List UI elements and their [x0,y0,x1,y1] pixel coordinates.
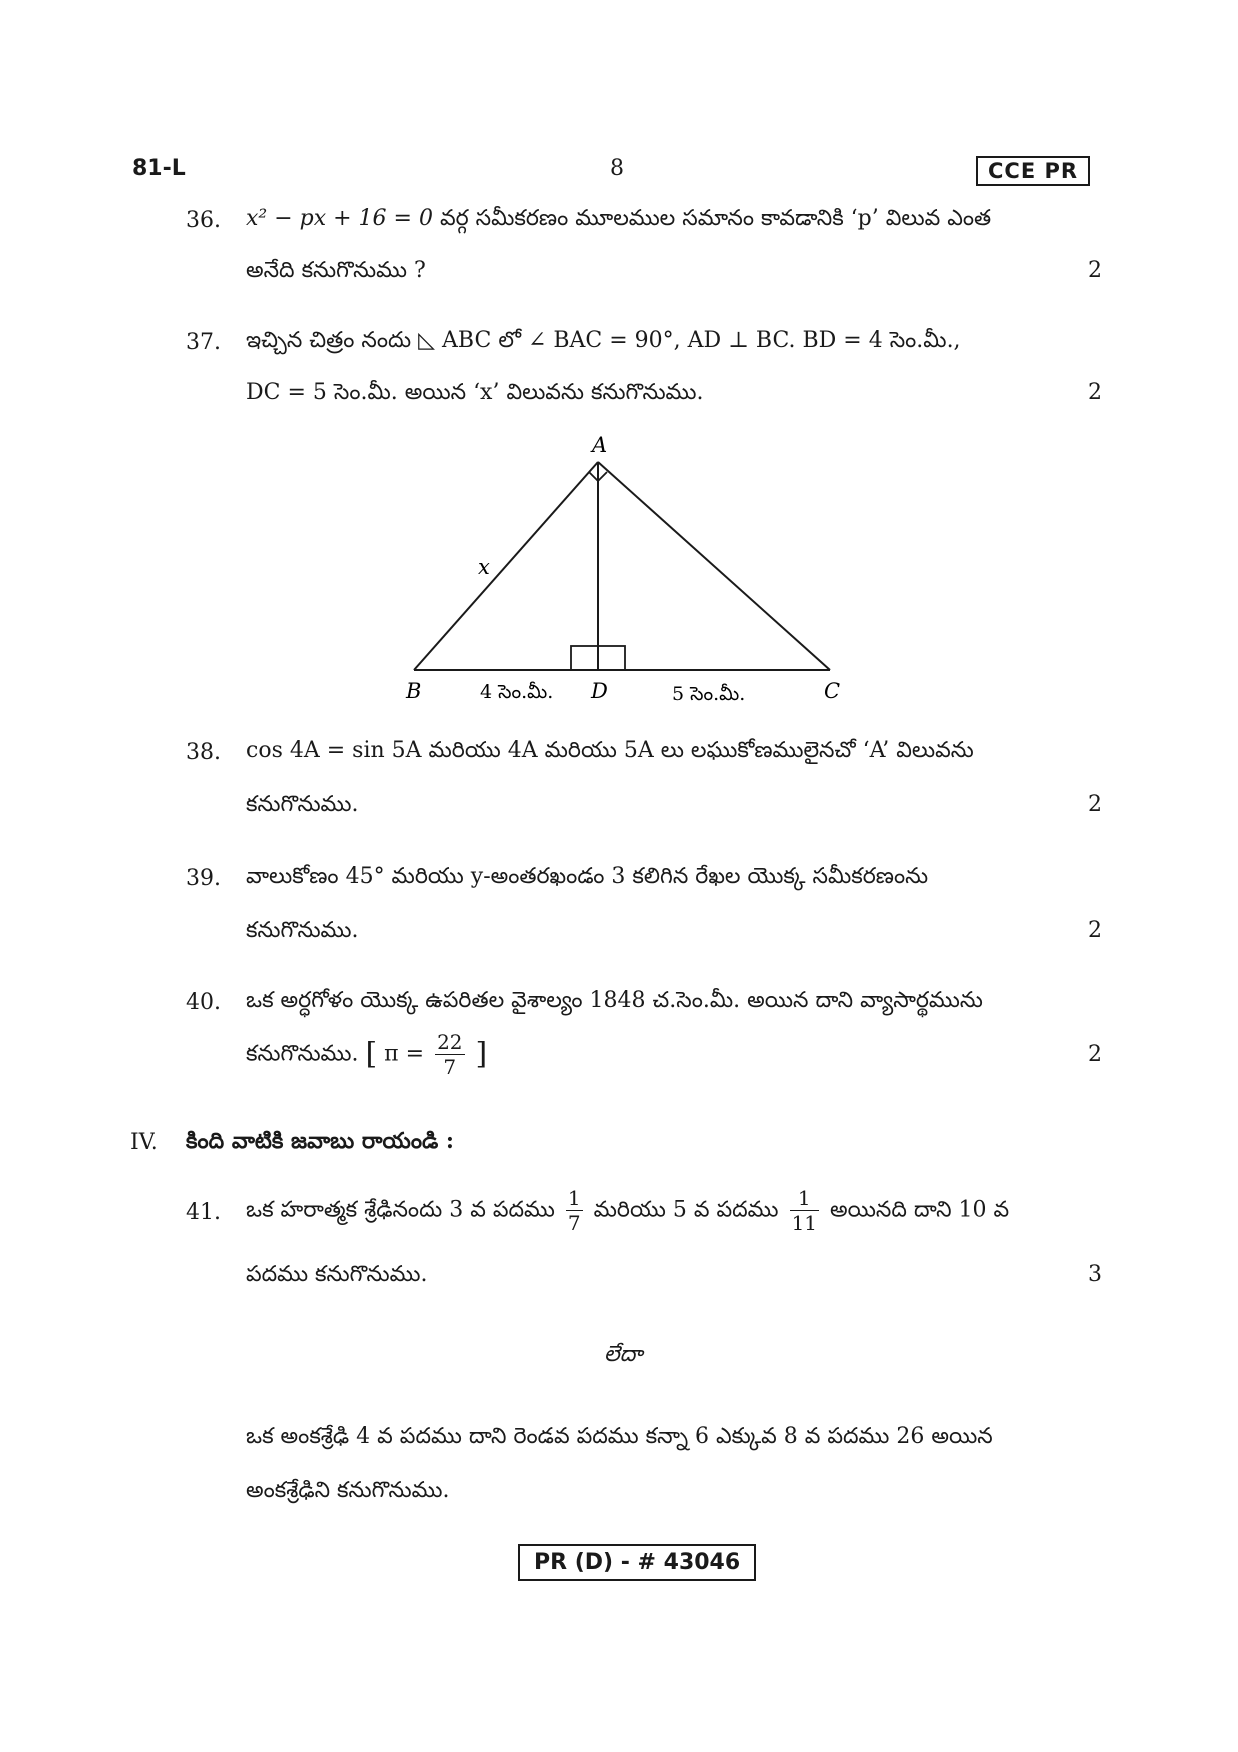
q40-text-line1: ఒక అర్ధగోళం యొక్క ఉపరితల వైశాల్యం 1848 చ.సెం.మీ. అయిన దాని వ్యాసార్థమును [246,988,983,1013]
pi-fraction [435,1030,464,1079]
q40-text-line2 [246,1030,487,1079]
q40-marks: 2 [1088,1042,1102,1067]
q36-marks: 2 [1088,258,1102,283]
q36-text: వర్గ సమీకరణం మూలముల సమానం కావడానికి ‘p’ విలువ ఎంత [439,206,992,231]
pi-label: π = [384,1041,425,1067]
q41-part2: మరియు 5 వ పదము [593,1197,779,1223]
q38-number: 38. [186,740,221,765]
q41-fraction-1 [566,1186,583,1235]
side-ac [598,462,830,670]
q41-text-line2: పదము కనుగొనుము. [246,1262,428,1287]
vertex-b-label: B [406,679,422,703]
q41-marks: 3 [1088,1262,1102,1287]
paper-code: 81-L [132,156,186,181]
q41-f2-numerator: 1 [790,1186,819,1211]
page-number: 8 [610,156,624,181]
q36-number: 36. [186,208,221,233]
dc-length-label: 5 సెం.మీ. [672,683,746,705]
triangle-figure [380,428,860,714]
q41-fraction-2 [790,1186,819,1235]
q41-f1-numerator: 1 [567,1186,581,1210]
footer-code-box: PR (D) - # 43046 [518,1544,756,1581]
q37-marks: 2 [1088,380,1102,405]
q40-number: 40. [186,990,221,1015]
q37-number: 37. [186,330,221,355]
vertex-a-label: A [592,433,608,457]
q36-equation: x² − px + 16 = 0 [246,206,433,231]
q41-part1: ఒక హరాత్మక శ్రేఢినందు 3 వ పదము [246,1197,555,1223]
bracket-open: [ [365,1036,378,1072]
series-box: CCE PR [976,156,1090,186]
alt-text-line2: అంకశ్రేఢిని కనుగొనుము. [246,1478,450,1503]
q39-text-line2: కనుగొనుము. [246,918,359,943]
q39-marks: 2 [1088,918,1102,943]
bd-length-label: 4 సెం.మీ. [480,681,554,703]
q36-text-line1 [246,206,991,232]
vertex-d-label: D [591,679,608,703]
pi-numerator: 22 [437,1030,463,1054]
side-ab [414,462,598,670]
q37-text-line2: DC = 5 సెం.మీ. అయిన ‘x’ విలువను కనుగొనుము. [246,380,704,405]
vertex-c-label: C [824,679,841,703]
side-x-label: x [478,555,490,579]
bracket-close: ] [475,1036,488,1072]
q36-text-line2: అనేది కనుగొనుము ? [246,258,426,283]
q38-text-line2: కనుగొనుము. [246,792,359,817]
q37-text-line1: ఇచ్చిన చిత్రం నందు ◺ ABC లో ∠ BAC = 90°, AD ⊥ BC. BD = 4 సెం.మీ., [246,328,961,353]
q38-text-line1: cos 4A = sin 5A మరియు 4A మరియు 5A లు లఘుకోణములైనచో ‘A’ విలువను [246,738,974,763]
alt-text-line1: ఒక అంకశ్రేఢి 4 వ పదము దాని రెండవ పదము కన్నా 6 ఎక్కువ 8 వ పదము 26 అయిన [246,1424,993,1449]
section-title: కింది వాటికి జవాబు రాయండి : [186,1128,455,1154]
q41-number: 41. [186,1200,221,1225]
q41-f2-denominator: 11 [791,1211,818,1235]
q41-text-line1 [246,1186,1009,1235]
q38-marks: 2 [1088,792,1102,817]
q39-number: 39. [186,866,221,891]
q39-text-line1: వాలుకోణం 45° మరియు y-అంతరఖండం 3 కలిగిన రేఖల యొక్క సమీకరణంను [246,864,929,889]
q41-f1-denominator: 7 [567,1211,581,1235]
q41-part3: అయినది దాని 10 వ [830,1197,1010,1223]
section-numeral: IV. [130,1130,158,1155]
pi-denominator: 7 [443,1055,457,1079]
or-divider: లేదా [604,1342,643,1367]
q40-text: కనుగొనుము. [246,1041,359,1067]
